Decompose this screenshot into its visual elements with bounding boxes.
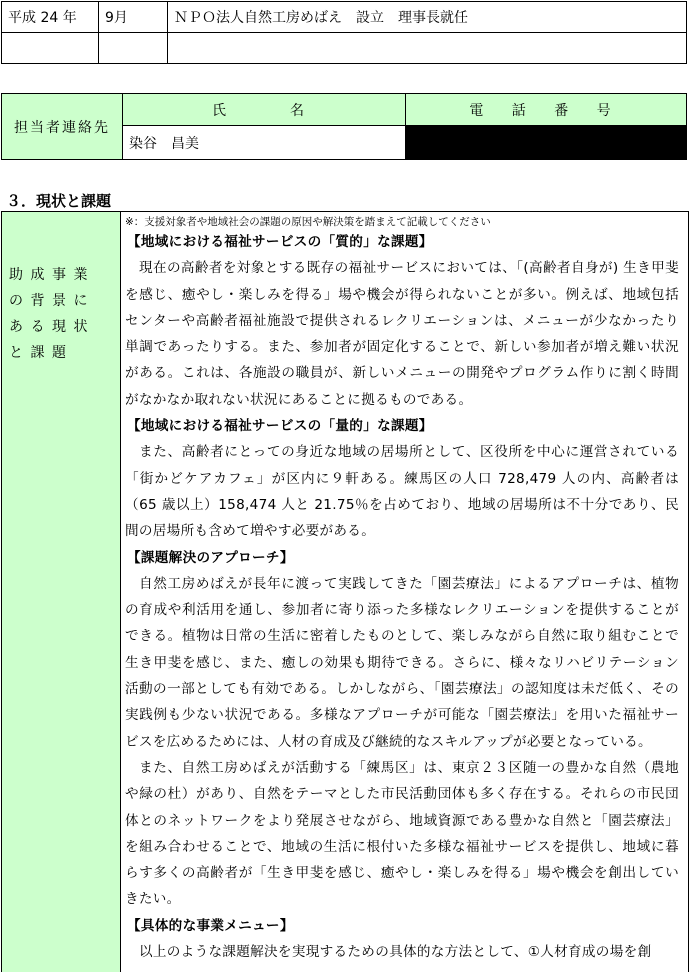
- block-heading: 【地域における福祉サービスの「質的」な課題】: [127, 234, 433, 250]
- history-year: 平成 24 年: [2, 2, 99, 33]
- block-paragraph: また、自然工房めばえが活動する「練馬区」は、東京２３区随一の豊かな自然（農地や緑の杜）があり、自然をテーマとした市民活動団体も多く存在する。それらの市民団体とのネットワークをより発展させながら、地域資源である豊かな自然と「園芸療法」を組み合わせることで、地域の生活に根付いた多様な福祉サービスを提供し、地域に暮らす多くの高齢者が「生き甲斐を感じ、癒やし・楽しみを得る」場や機会を創出していきたい。: [125, 759, 679, 908]
- block-paragraph: また、高齢者にとっての身近な地域の居場所として、区役所を中心に運営されている「街かどケアカフェ」が区内に９軒ある。練馬区の人口 728,479 人の内、高齢者は（65 歳以上）158,474 人と 21.75％を占めており、地域の居場所は不十分であり、民間の居場所も含めて増やす必要がある。: [125, 444, 679, 540]
- block-heading: 【課題解決のアプローチ】: [127, 549, 294, 566]
- history-month: [99, 33, 168, 64]
- block-paragraph: 現在の高齢者を対象とする既存の福祉サービスにおいては、「(高齢者自身が) 生き甲斐を感じ、癒やし・楽しみを得る」場や機会が得られないことが多い。例えば、地域包括センターや高齢者福祉施設で提供されるレクリエーションは、メニューが少なかったり単調であったりする。また、参加者が固定化することで、新しい参加者が増え難い状況がある。これは、各施設の職員が、新しいメニューの開発やプログラム作りに割く時間がなかなか取れない状況にあることに拠るものである。: [125, 260, 679, 408]
- phone-header: 電 話 番 号: [406, 94, 687, 126]
- block-heading: 【具体的な事業メニュー】: [127, 917, 294, 934]
- history-row: [2, 33, 687, 64]
- block-heading: 【地域における福祉サービスの「量的」な課題】: [127, 418, 433, 435]
- history-year: [2, 33, 99, 64]
- issues-label: 助成事業の背景にある現状と課題: [9, 267, 95, 361]
- history-table: [1, 1, 687, 64]
- issues-body: [121, 212, 685, 965]
- history-row: [2, 2, 687, 33]
- contact-name: 染谷 昌美: [123, 126, 406, 160]
- instruction-note: ※：支援対象者や地域社会の課題の原因や解決策を踏まえて記載してください: [125, 216, 491, 228]
- contact-table: [1, 93, 687, 160]
- history-event: ＮＰＯ法人自然工房めばえ 設立 理事長就任: [168, 2, 687, 33]
- name-header: 氏 名: [123, 94, 406, 126]
- issues-label-cell: [2, 212, 121, 972]
- history-event: [168, 33, 687, 64]
- current-issues-frame: [1, 211, 689, 972]
- contact-label: 担当者連絡先: [2, 94, 123, 160]
- block-paragraph: 以上のような課題解決を実現するための具体的な方法として、①人材育成の場を創: [139, 944, 652, 961]
- section-heading: ３．現状と課題: [6, 192, 112, 210]
- history-month: 9月: [99, 2, 168, 33]
- block-paragraph: 自然工房めばえが長年に渡って実践してきた「園芸療法」によるアプローチは、植物の育成や利活用を通し、参加者に寄り添った多様なレクリエーションを提供することができる。植物は日常の生活に密着したものとして、楽しみながら自然に取り組むことで生き甲斐を感じ、また、癒しの効果も期待できる。さらに、様々なリハビリテーション活動の一部としても有効である。しかしながら、「園芸療法」の認知度は未だ低く、その実践例も少ない状況である。多様なアプローチが可能な「園芸療法」を用いた福祉サービスを広めるためには、人材の育成及び継続的なスキルアップが必要となっている。: [125, 575, 679, 750]
- contact-phone-redacted: [406, 126, 687, 160]
